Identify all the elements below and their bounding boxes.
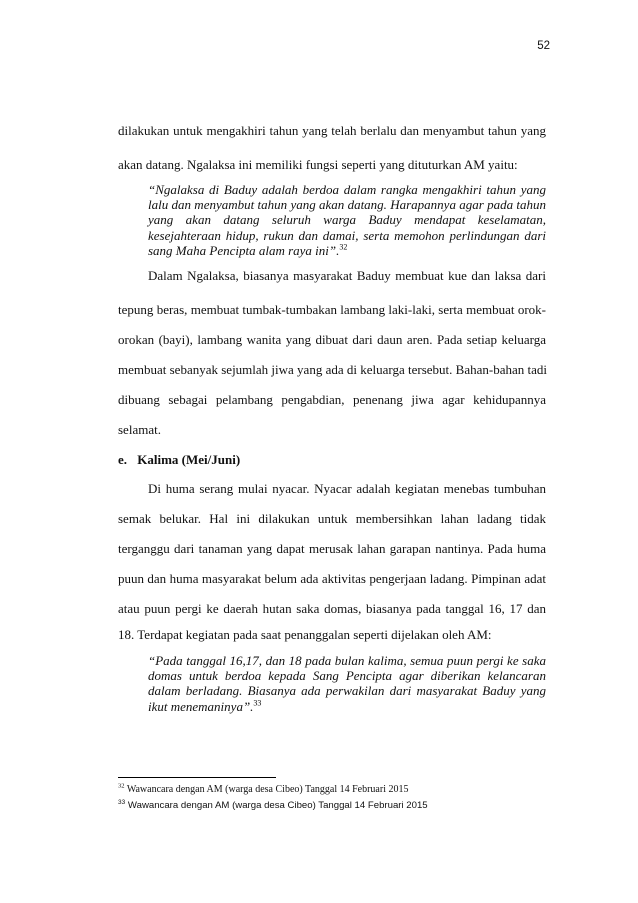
quote-line: lalu dan menyambut tahun yang akan datang. Harapannya agar pada tahun [148, 197, 546, 213]
quote-line: “Ngalaksa di Baduy adalah berdoa dalam rangka mengakhiri tahun yang [148, 182, 546, 197]
footnote-separator [118, 777, 276, 778]
body-text-line: atau puun pergi ke daerah hutan saka domas, biasanya pada tanggal 16, 17 dan [118, 601, 546, 616]
section-number: e. [118, 452, 128, 467]
quote-line [148, 699, 546, 714]
body-text-line: selamat. [118, 422, 161, 437]
body-text-line: semak belukar. Hal ini dilakukan untuk membersihkan lahan ladang tidak [118, 511, 546, 526]
body-text-line: Di huma serang mulai nyacar. Nyacar adalah kegiatan menebas tumbuhan [148, 481, 546, 496]
footnote-text: Wawancara dengan AM (warga desa Cibeo) Tanggal 14 Februari 2015 [127, 800, 428, 811]
section-heading [118, 452, 240, 468]
quote-line [148, 243, 546, 258]
quote-line: yang akan datang seluruh warga Baduy mendapat keselamatan, [148, 212, 546, 228]
page-number: 52 [537, 40, 550, 52]
footnote-number: 33 [118, 798, 126, 806]
body-text-line: dibuang sebagai pelambang pengabdian, penenang jiwa agar kehidupannya [118, 392, 546, 407]
footnote [118, 800, 428, 812]
footnote-number: 32 [118, 782, 125, 790]
quote-line-text: sang Maha Pencipta alam raya ini”. [148, 242, 340, 258]
quote-line: dalam berladang. Biasanya ada perwakilan dari masyarakat Baduy yang [148, 683, 546, 699]
body-text-line: tepung beras, membuat tumbak-tumbakan lambang laki-laki, serta membuat orok- [118, 302, 546, 317]
block-quote [148, 182, 546, 258]
footnote-ref: 32 [339, 242, 348, 252]
body-text-line: puun dan huma masyarakat belum ada aktivitas pengerjaan ladang. Pimpinan adat [118, 571, 546, 586]
body-text-line: Dalam Ngalaksa, biasanya masyarakat Baduy membuat kue dan laksa dari [148, 268, 546, 283]
footnote-text: Wawancara dengan AM (warga desa Cibeo) Tanggal 14 Februari 2015 [126, 784, 409, 795]
body-text-line: dilakukan untuk mengakhiri tahun yang telah berlalu dan menyambut tahun yang [118, 123, 546, 138]
block-quote [148, 653, 546, 714]
body-text-line: 18. Terdapat kegiatan pada saat penanggalan seperti dijelakan oleh AM: [118, 627, 492, 642]
footnote-ref: 33 [253, 698, 262, 708]
body-text-line: membuat sebanyak sejumlah jiwa yang ada di keluarga tersebut. Bahan-bahan tadi [118, 362, 547, 377]
body-text-line: terganggu dari tanaman yang dapat merusak lahan garapan nantinya. Pada huma [118, 541, 546, 556]
body-text-line: akan datang. Ngalaksa ini memiliki fungsi seperti yang dituturkan AM yaitu: [118, 157, 518, 172]
footnote [118, 784, 408, 796]
quote-line: domas untuk berdoa kepada Sang Pencipta agar diberikan kelancaran [148, 668, 546, 684]
quote-line: kesejahteraan hidup, rukun dan damai, serta memohon perlindungan dari [148, 227, 546, 243]
body-text-line: orokan (bayi), lambang wanita yang dibuat dari daun aren. Pada setiap keluarga [118, 332, 546, 347]
quote-line-text: ikut menemaninya”. [148, 698, 254, 714]
quote-line: “Pada tanggal 16,17, dan 18 pada bulan kalima, semua puun pergi ke saka [148, 653, 546, 668]
section-title: Kalima (Mei/Juni) [137, 452, 241, 467]
